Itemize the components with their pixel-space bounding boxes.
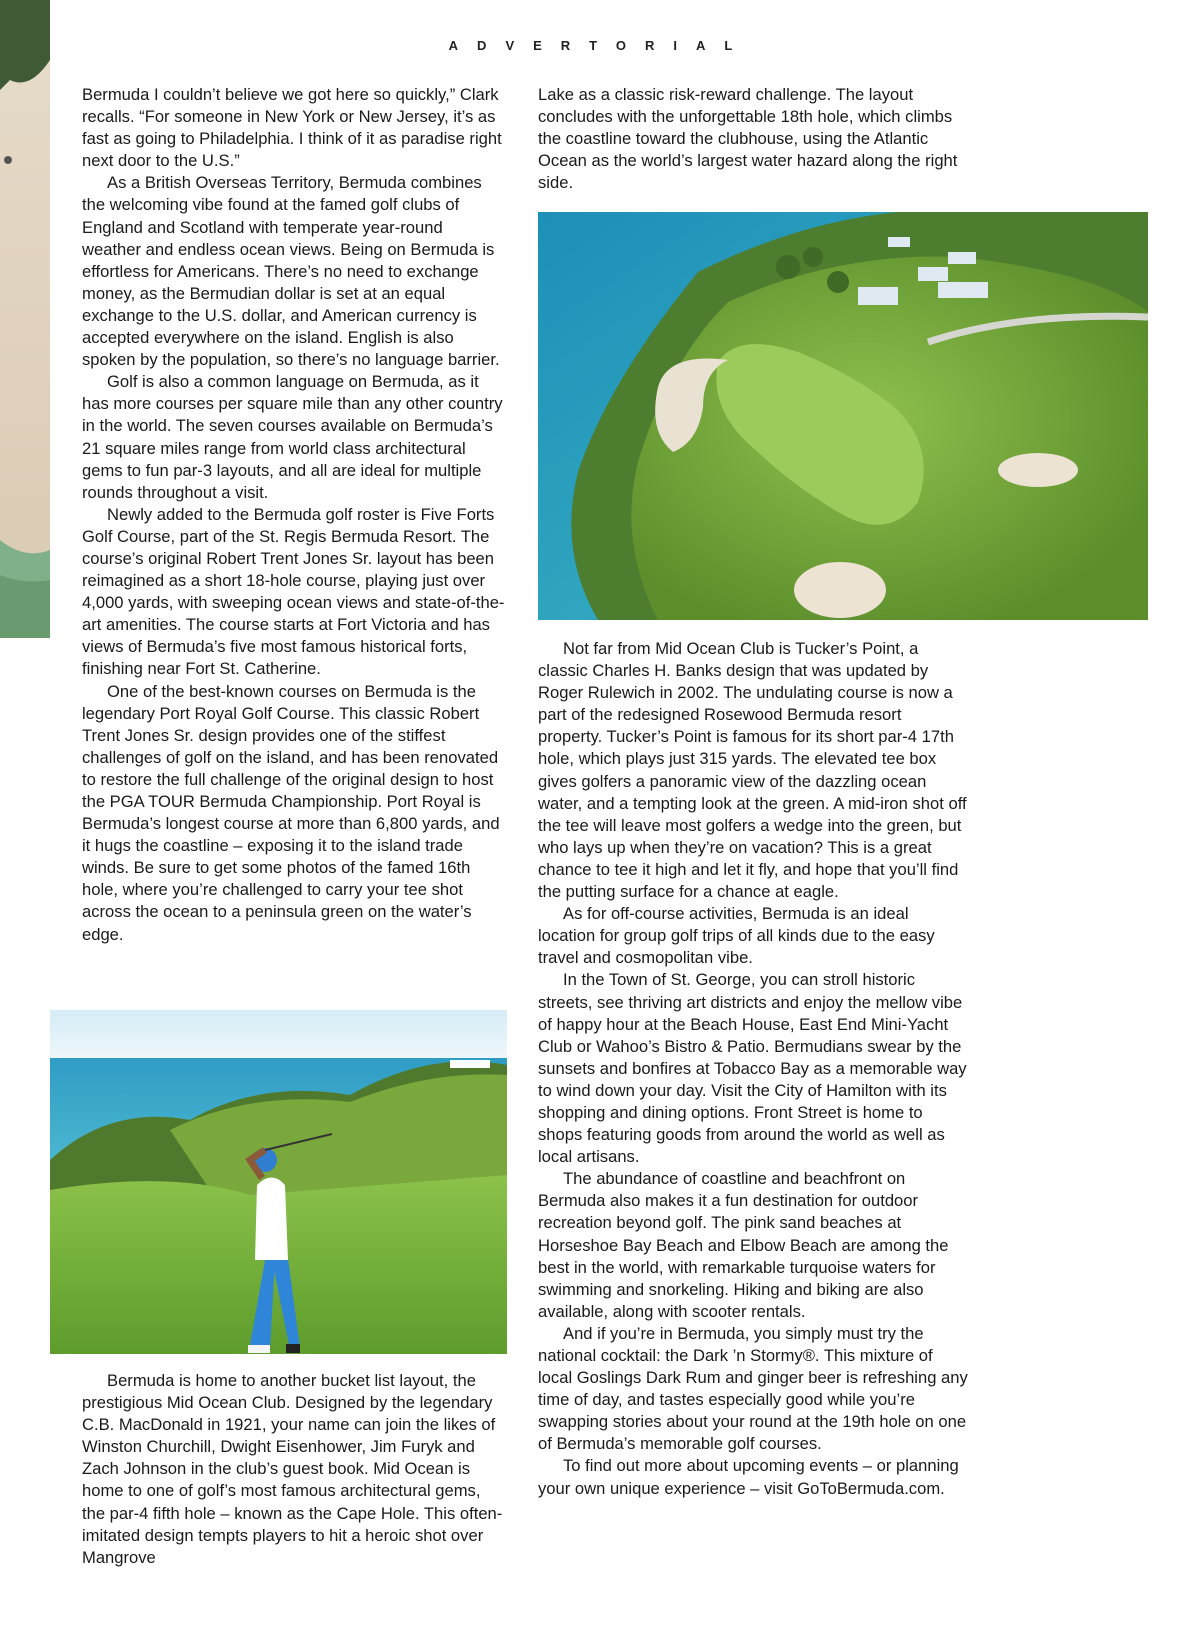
paragraph: Newly added to the Bermuda golf roster is Five Forts Golf Course, part of the St. Regis Bermuda Resort. The course’s original Robert Trent Jones Sr. layout has been reimagined as a short 18-hole course, playing just over 4,000 yards, with sweeping ocean views and state-of-the-art amenities. The course starts at Fort Victoria and has views of Bermuda’s five most famous historical forts, finishing near Fort St. Catherine. — [82, 504, 505, 679]
golfer-swing-photo — [50, 1010, 507, 1354]
paragraph: Not far from Mid Ocean Club is Tucker’s Point, a classic Charles H. Banks design that was updated by Roger Rulewich in 2002. The undulating course is now a part of the redesigned Rosewood Bermuda resort property. Tucker’s Point is famous for its short par-4 17th hole, which plays just 315 yards. The elevated tee box gives golfers a panoramic view of the dazzling ocean water, and a tempting look at the green. A mid-iron shot off the tee will leave most golfers a wedge into the green, but who lays up when they’re on vacation? This is a great chance to tee it high and let it fly, and hope that you’ll find the putting surface for a chance at eagle. — [538, 639, 967, 902]
paragraph: As a British Overseas Territory, Bermuda combines the welcoming vibe found at the famed golf clubs of England and Scotland with temperate year-round weather and endless ocean views. Being on Bermuda is effortless for Americans. There’s no need to exchange money, as the Bermudian dollar is set at an equal exchange to the U.S. dollar, and American currency is accepted everywhere on the island. English is also spoken by the population, so there’s no language barrier. — [82, 173, 500, 370]
advertorial-header: ADVERTORIAL — [448, 38, 752, 53]
left-column-top — [82, 84, 506, 946]
paragraph: In the Town of St. George, you can stroll historic streets, see thriving art districts and enjoy the mellow vibe of happy hour at the Beach House, East End Mini-Yacht Club or Wahoo’s Bistro & Patio. Bermudians swear by the sunsets and bonfires at Tobacco Bay as a memorable way to wind down your day. Visit the City of Hamilton with its shopping and dining options. Front Street is home to shops featuring goods from around the world as well as local artisans. — [538, 970, 967, 1167]
paragraph: One of the best-known courses on Bermuda is the legendary Port Royal Golf Course. This classic Robert Trent Jones Sr. design provides one of the stiffest challenges of golf on the island, and has been renovated to restore the full challenge of the original design to host the PGA TOUR Bermuda Championship. Port Royal is Bermuda’s longest course at more than 6,800 yards, and it hugs the coastline – exposing it to the island trade winds. Be sure to get some photos of the famed 16th hole, where you’re challenged to carry your tee shot across the ocean to a peninsula green on the water’s edge. — [82, 681, 500, 944]
paragraph: Bermuda is home to another bucket list layout, the prestigious Mid Ocean Club. Designed by the legendary C.B. MacDonald in 1921, your name can join the likes of Winston Churchill, Dwight Eisenhower, Jim Furyk and Zach Johnson in the club’s guest book. Mid Ocean is home to one of golf’s most famous architectural gems, the par-4 fifth hole – known as the Cape Hole. This often-imitated design tempts players to hit a heroic shot over Mangrove — [82, 1371, 503, 1567]
right-column-bottom — [538, 638, 968, 1500]
beach-shoreline-photo — [0, 0, 50, 638]
paragraph: To find out more about upcoming events – or planning your own unique experience – visit GoToBermuda.com. — [538, 1456, 959, 1498]
right-column-top — [538, 84, 968, 194]
paragraph: Lake as a classic risk-reward challenge. The layout concludes with the unforgettable 18th hole, which climbs the coastline toward the clubhouse, using the Atlantic Ocean as the world’s largest water hazard along the right side. — [538, 85, 958, 193]
paragraph: As for off-course activities, Bermuda is an ideal location for group golf trips of all kinds due to the easy travel and cosmopolitan vibe. — [538, 904, 935, 968]
paragraph: Golf is also a common language on Bermuda, as it has more courses per square mile than any other country in the world. The seven courses available on Bermuda’s 21 square miles range from world class architectural gems to fun par-3 layouts, and all are ideal for multiple rounds throughout a visit. — [82, 372, 503, 502]
paragraph: Bermuda I couldn’t believe we got here so quickly,” Clark recalls. “For someone in New York or New Jersey, it’s as fast as going to Philadelphia. I think of it as paradise right next door to the U.S.” — [82, 85, 502, 171]
left-column-bottom — [82, 1370, 506, 1569]
paragraph: And if you’re in Bermuda, you simply must try the national cocktail: the Dark ’n Stormy®. This mixture of local Goslings Dark Rum and ginger beer is refreshing any time of day, and tastes especially good while you’re swapping stories about your round at the 19th hole on one of Bermuda’s memorable golf courses. — [538, 1323, 968, 1454]
aerial-golf-green-photo — [538, 212, 1148, 620]
paragraph: The abundance of coastline and beachfront on Bermuda also makes it a fun destination for outdoor recreation beyond golf. The pink sand beaches at Horseshoe Bay Beach and Elbow Beach are among the best in the world, with remarkable turquoise waters for swimming and snorkeling. Hiking and biking are also available, along with scooter rentals. — [538, 1169, 949, 1321]
